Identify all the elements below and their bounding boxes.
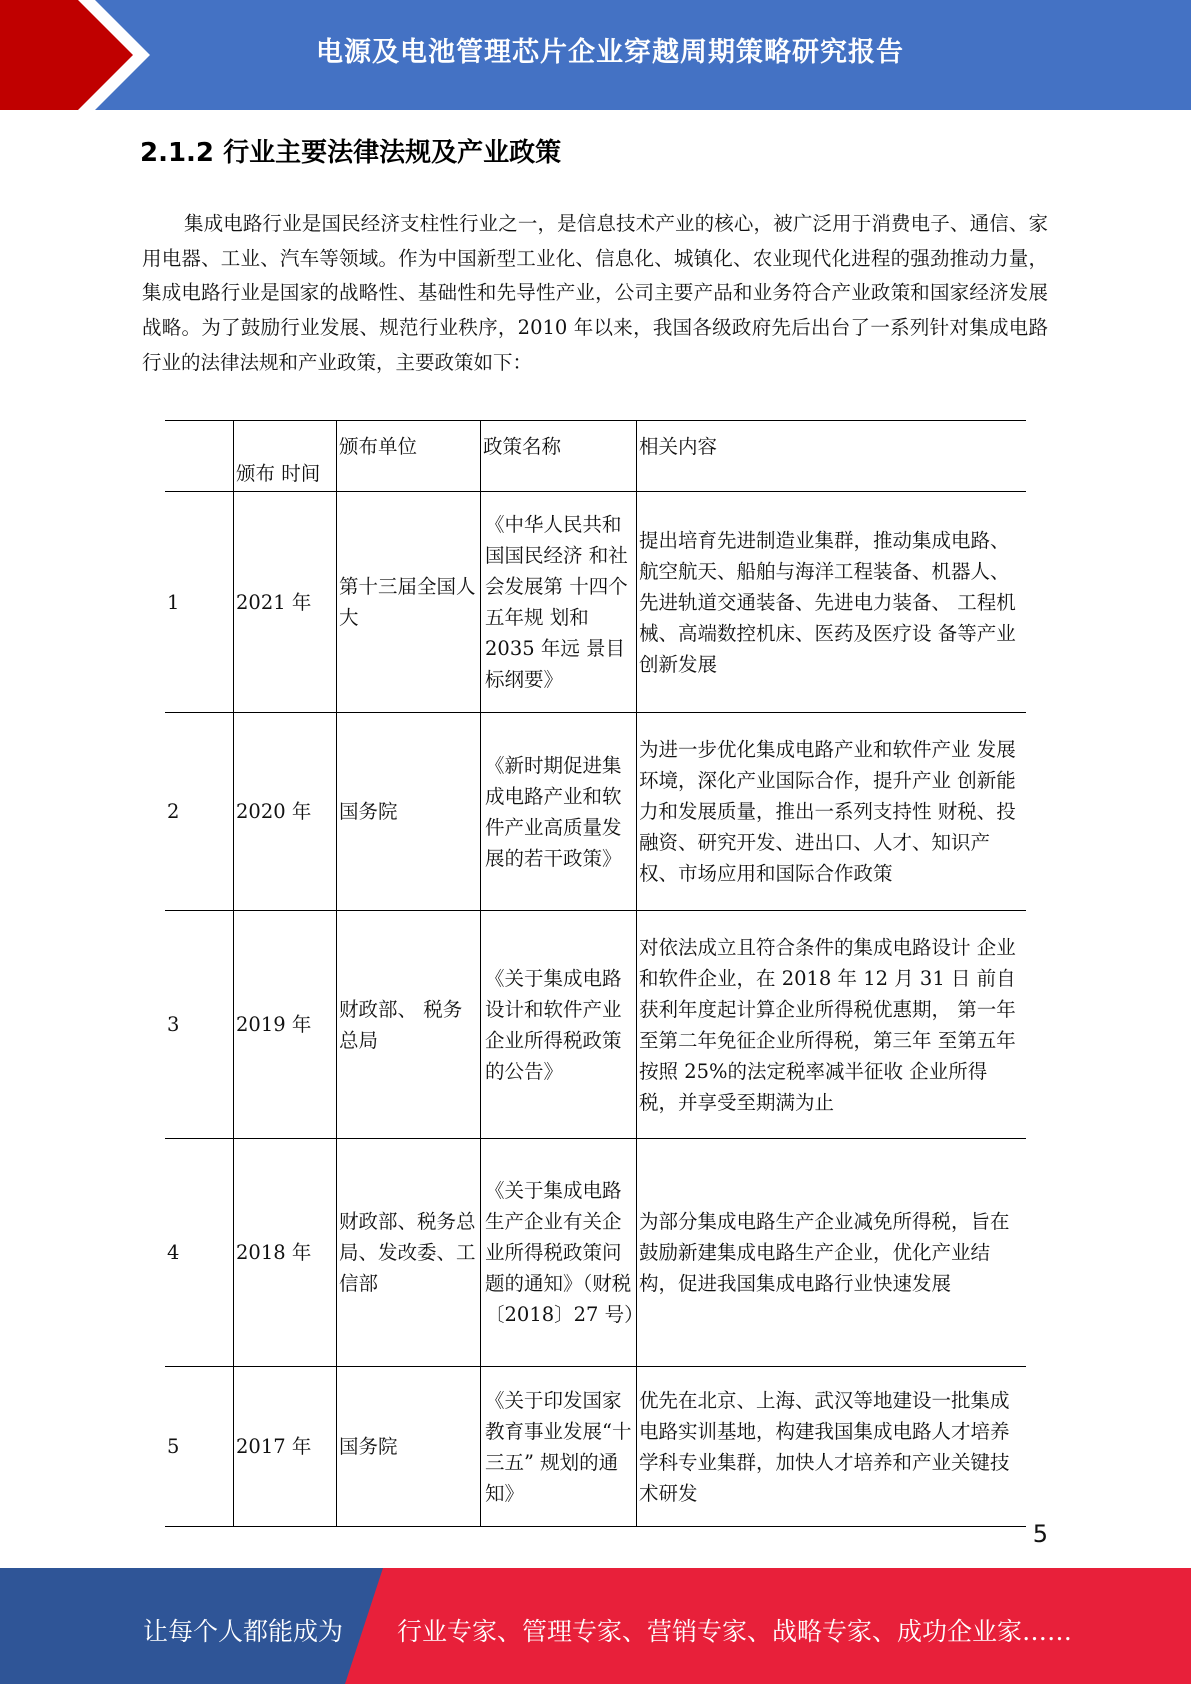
row-index: 3: [167, 1013, 180, 1036]
row-unit: 第十三届全国人大: [337, 492, 481, 713]
row-index: 5: [167, 1435, 180, 1458]
row-date: 2021 年: [234, 492, 337, 713]
table-row: [165, 911, 1026, 1139]
row-unit: 国务院: [337, 713, 481, 911]
row-content: 为部分集成电路生产企业减免所得税，旨在鼓励新建集成电路生产企业，优化产业结构，促进我国集成电路行业快速发展: [637, 1139, 1027, 1367]
table-header-row: [165, 421, 1026, 492]
row-date: 2019 年: [234, 911, 337, 1139]
header-index: [165, 421, 234, 492]
footer-slogan-right: 行业专家、管理专家、营销专家、战略专家、成功企业家……: [397, 1617, 1073, 1646]
header-name: 政策名称: [481, 421, 637, 492]
row-content: 为进一步优化集成电路产业和软件产业 发展环境，深化产业国际合作，提升产业 创新能力和发展质量，推出一系列支持性 财税、投融资、研究开发、进出口、人才、知识产权、市场应用和国际合作政策: [637, 713, 1027, 911]
table-row: [165, 1139, 1026, 1367]
header-banner: [0, 0, 1191, 110]
row-policy-name: 《关于印发国家教育事业发展“十三五” 规划的通知》: [481, 1367, 637, 1527]
row-date: 2018 年: [234, 1139, 337, 1367]
footer-slogan-left: 让每个人都能成为: [143, 1617, 344, 1646]
row-policy-name: 《关于集成电路生产企业有关企业所得税政策问题的通知》（财税〔2018〕27 号）: [481, 1139, 637, 1367]
section-heading: 2.1.2 行业主要法律法规及产业政策: [140, 138, 562, 168]
intro-paragraph: 集成电路行业是国民经济支柱性行业之一，是信息技术产业的核心，被广泛用于消费电子、通信、家用电器、工业、汽车等领域。作为中国新型工业化、信息化、城镇化、农业现代化进程的强劲推动力量，集成电路行业是国家的战略性、基础性和先导性产业，公司主要产品和业务符合产业政策和国家经济发展战略。为了鼓励行业发展、规范行业秩序，2010 年以来，我国各级政府先后出台了一系列针对集成电路行业的法律法规和产业政策，主要政策如下：: [142, 212, 1048, 374]
row-content: 优先在北京、上海、武汉等地建设一批集成电路实训基地，构建我国集成电路人才培养学科专业集群，加快人才培养和产业关键技术研发: [637, 1367, 1027, 1527]
row-date: 2017 年: [234, 1367, 337, 1527]
footer-banner: [0, 1568, 1191, 1684]
table-row: [165, 492, 1026, 713]
row-index: 4: [167, 1241, 180, 1264]
table-row: [165, 1367, 1026, 1527]
row-unit: 财政部、税务总局、发改委、工信部: [337, 1139, 481, 1367]
row-index: 1: [167, 590, 180, 614]
header-unit: 颁布单位: [337, 421, 481, 492]
row-index: 2: [167, 800, 180, 823]
row-content: 提出培育先进制造业集群，推动集成电路、航空航天、船舶与海洋工程装备、机器人、先进轨道交通装备、先进电力装备、 工程机械、高端数控机床、医药及医疗设 备等产业创新发展: [637, 492, 1027, 713]
header-content: 相关内容: [637, 421, 1027, 492]
page-number: 5: [1032, 1520, 1048, 1548]
row-unit: 国务院: [337, 1367, 481, 1527]
row-policy-name: 《关于集成电路设计和软件产业企业所得税政策的公告》: [481, 911, 637, 1139]
row-content: 对依法成立且符合条件的集成电路设计 企业和软件企业，在 2018 年 12 月 31 日 前自获利年度起计算企业所得税优惠期， 第一年至第二年免征企业所得税，第三年 至第五年按照 25%的法定税率减半征收 企业所得税，并享受至期满为止: [637, 911, 1027, 1139]
row-policy-name: 《新时期促进集成电路产业和软件产业高质量发展的若干政策》: [481, 713, 637, 911]
report-title: 电源及电池管理芯片企业穿越周期策略研究报告: [316, 37, 904, 68]
row-unit: 财政部、 税务总局: [337, 911, 481, 1139]
row-policy-name: 《中华人民共和国国民经济 和社会发展第 十四个五年规 划和 2035 年远 景目标纲要》: [481, 492, 637, 713]
policy-table: [165, 420, 1026, 1527]
header-date: 颁布 时间: [234, 421, 337, 492]
row-date: 2020 年: [234, 713, 337, 911]
table-row: [165, 713, 1026, 911]
